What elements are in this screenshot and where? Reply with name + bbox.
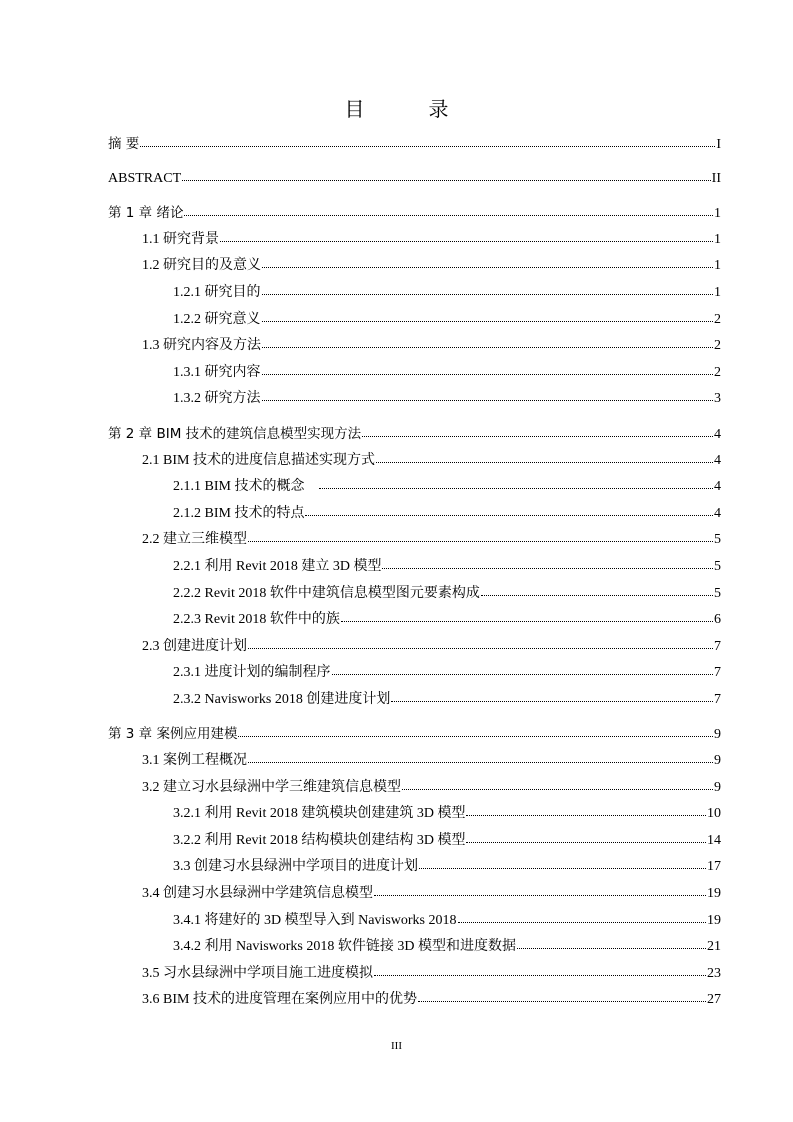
dot-leader (374, 887, 706, 897)
dot-leader (341, 613, 713, 623)
toc-entry-page: 14 (707, 832, 721, 848)
toc-entry-page: 19 (707, 912, 721, 928)
toc-entry[interactable] (108, 934, 721, 961)
toc-entry-label: 1.1 研究背景 (142, 231, 219, 247)
toc-entry-label: 1.3.2 研究方法 (173, 391, 261, 407)
toc-entry-label: 3.3 创建习水县绿洲中学项目的进度计划 (173, 859, 418, 875)
dot-leader (376, 454, 713, 464)
toc-entry-label: 3.1 案例工程概况 (142, 753, 247, 769)
toc-entry-label: 1.2 研究目的及意义 (142, 258, 261, 274)
toc-entry-page: 9 (714, 753, 721, 769)
dot-leader (140, 138, 715, 148)
toc-entry-label: 2.2 建立三维模型 (142, 532, 247, 548)
page-number: III (391, 1040, 402, 1052)
toc-entry-page: 7 (714, 691, 721, 707)
toc-entry[interactable] (108, 166, 721, 193)
toc-entry[interactable] (108, 554, 721, 581)
toc-entry-page: 4 (714, 426, 721, 442)
dot-leader (262, 392, 714, 402)
dot-leader (248, 640, 713, 650)
toc-entry-label: 3.4.2 利用 Navisworks 2018 软件链接 3D 模型和进度数据 (173, 939, 516, 955)
toc-entry-label: 1.2.1 研究目的 (173, 284, 261, 300)
toc-entry-page: 9 (714, 727, 721, 743)
toc-entry-label: 第 3 章 案例应用建模 (108, 726, 238, 743)
toc-entry[interactable] (108, 775, 721, 802)
toc-entry-label: 3.2.2 利用 Revit 2018 结构模块创建结构 3D 模型 (173, 832, 466, 848)
toc-entry-page: 21 (707, 939, 721, 955)
toc-entry[interactable] (108, 386, 721, 413)
toc-entry[interactable] (108, 227, 721, 254)
toc-entry-label: 2.1.1 BIM 技术的概念 (173, 479, 319, 495)
toc-entry-page: 4 (714, 505, 721, 521)
toc-title: 目 录 (344, 99, 471, 121)
toc-entry-page: 4 (714, 479, 721, 495)
toc-entry-page: 6 (714, 612, 721, 628)
toc-entry[interactable] (108, 687, 721, 714)
toc-entry[interactable] (108, 333, 721, 360)
toc-entry-page: 1 (714, 258, 721, 274)
dot-leader (402, 781, 713, 791)
dot-leader (517, 940, 706, 950)
toc-entry-label: 2.1.2 BIM 技术的特点 (173, 505, 305, 521)
toc-entry[interactable] (108, 448, 721, 475)
toc-entry-label: 2.1 BIM 技术的进度信息描述实现方式 (142, 452, 375, 468)
toc-entry-page: 1 (714, 284, 721, 300)
toc-entry[interactable] (108, 131, 721, 158)
toc-entry-page: 7 (714, 665, 721, 681)
toc-entry[interactable] (108, 607, 721, 634)
toc-entry-page: 2 (714, 311, 721, 327)
dot-leader (248, 754, 713, 764)
toc-entry-page: 5 (714, 558, 721, 574)
toc-entry-label: 2.3.2 Navisworks 2018 创建进度计划 (173, 691, 391, 707)
toc-entry-label: 摘 要 (108, 136, 140, 152)
toc-entry[interactable] (108, 253, 721, 280)
toc-entry[interactable] (108, 307, 721, 334)
toc-entry-page: 2 (714, 364, 721, 380)
toc-entry[interactable] (108, 854, 721, 881)
toc-entry-label: 2.3 创建进度计划 (142, 638, 247, 654)
toc-entry-label: 1.3 研究内容及方法 (142, 338, 261, 354)
toc-entry-label: ABSTRACT (108, 170, 182, 186)
toc-entry[interactable] (108, 908, 721, 935)
dot-leader (238, 728, 713, 738)
toc-entry-page: 17 (707, 859, 721, 875)
toc-entry-label: 第 2 章 BIM 技术的建筑信息模型实现方法 (108, 425, 362, 442)
dot-leader (466, 807, 706, 817)
dot-leader (418, 993, 706, 1003)
dot-leader (262, 313, 714, 323)
dot-leader (391, 693, 713, 703)
toc-entry-page: 2 (714, 338, 721, 354)
toc-entry-page: 3 (714, 391, 721, 407)
dot-leader (419, 860, 706, 870)
toc-entry-page: 7 (714, 638, 721, 654)
toc-entry[interactable] (108, 961, 721, 988)
dot-leader (374, 967, 706, 977)
toc-entry-page: 10 (707, 806, 721, 822)
toc-entry-label: 1.2.2 研究意义 (173, 311, 261, 327)
toc-entry[interactable] (108, 881, 721, 908)
toc-entry[interactable] (108, 721, 721, 748)
toc-entry-page: 4 (714, 452, 721, 468)
toc-entry-label: 3.2 建立习水县绿洲中学三维建筑信息模型 (142, 779, 401, 795)
toc-entry-label: 3.6 BIM 技术的进度管理在案例应用中的优势 (142, 992, 417, 1008)
toc-entry-page: 1 (714, 231, 721, 247)
toc-entry-label: 2.3.1 进度计划的编制程序 (173, 665, 331, 681)
dot-leader (305, 507, 713, 517)
toc-entry[interactable] (108, 828, 721, 855)
dot-leader (262, 259, 713, 269)
toc-entry[interactable] (108, 987, 721, 1014)
table-of-contents (108, 131, 721, 1014)
toc-entry-page: 9 (714, 779, 721, 795)
toc-entry[interactable] (108, 527, 721, 554)
toc-entry-page: 5 (714, 532, 721, 548)
toc-entry-page: 1 (714, 206, 721, 222)
toc-entry-page: 19 (707, 886, 721, 902)
dot-leader (262, 339, 713, 349)
dot-leader (262, 366, 714, 376)
toc-entry[interactable] (108, 501, 721, 528)
toc-entry-page: II (711, 170, 721, 186)
toc-entry-page: 23 (707, 965, 721, 981)
toc-entry-label: 3.4.1 将建好的 3D 模型导入到 Navisworks 2018 (173, 912, 457, 928)
dot-leader (220, 233, 713, 243)
toc-entry-label: 2.2.1 利用 Revit 2018 建立 3D 模型 (173, 558, 382, 574)
toc-entry[interactable] (108, 634, 721, 661)
toc-entry[interactable] (108, 748, 721, 775)
toc-entry[interactable] (108, 474, 721, 501)
dot-leader (481, 587, 713, 597)
toc-entry-page: I (716, 137, 721, 152)
dot-leader (458, 914, 707, 924)
toc-entry[interactable] (108, 581, 721, 608)
toc-entry[interactable] (108, 360, 721, 387)
toc-entry[interactable] (108, 280, 721, 307)
dot-leader (184, 207, 713, 217)
toc-entry-label: 第 1 章 绪论 (108, 205, 184, 222)
toc-entry[interactable] (108, 801, 721, 828)
dot-leader (332, 666, 714, 676)
dot-leader (319, 480, 713, 490)
toc-entry[interactable] (108, 421, 721, 448)
dot-leader (262, 286, 714, 296)
toc-entry-label: 1.3.1 研究内容 (173, 364, 261, 380)
toc-entry-page: 5 (714, 585, 721, 601)
toc-entry[interactable] (108, 200, 721, 227)
toc-entry-label: 3.5 习水县绿洲中学项目施工进度模拟 (142, 965, 373, 981)
dot-leader (382, 560, 713, 570)
dot-leader (248, 533, 713, 543)
dot-leader (362, 428, 713, 438)
dot-leader (466, 834, 706, 844)
toc-entry-label: 2.2.2 Revit 2018 软件中建筑信息模型图元要素构成 (173, 585, 480, 601)
toc-entry-label: 2.2.3 Revit 2018 软件中的族 (173, 612, 340, 628)
dot-leader (182, 172, 711, 182)
toc-entry-label: 3.2.1 利用 Revit 2018 建筑模块创建建筑 3D 模型 (173, 806, 466, 822)
toc-entry-label: 3.4 创建习水县绿洲中学建筑信息模型 (142, 886, 373, 902)
toc-entry[interactable] (108, 660, 721, 687)
toc-entry-page: 27 (707, 992, 721, 1008)
